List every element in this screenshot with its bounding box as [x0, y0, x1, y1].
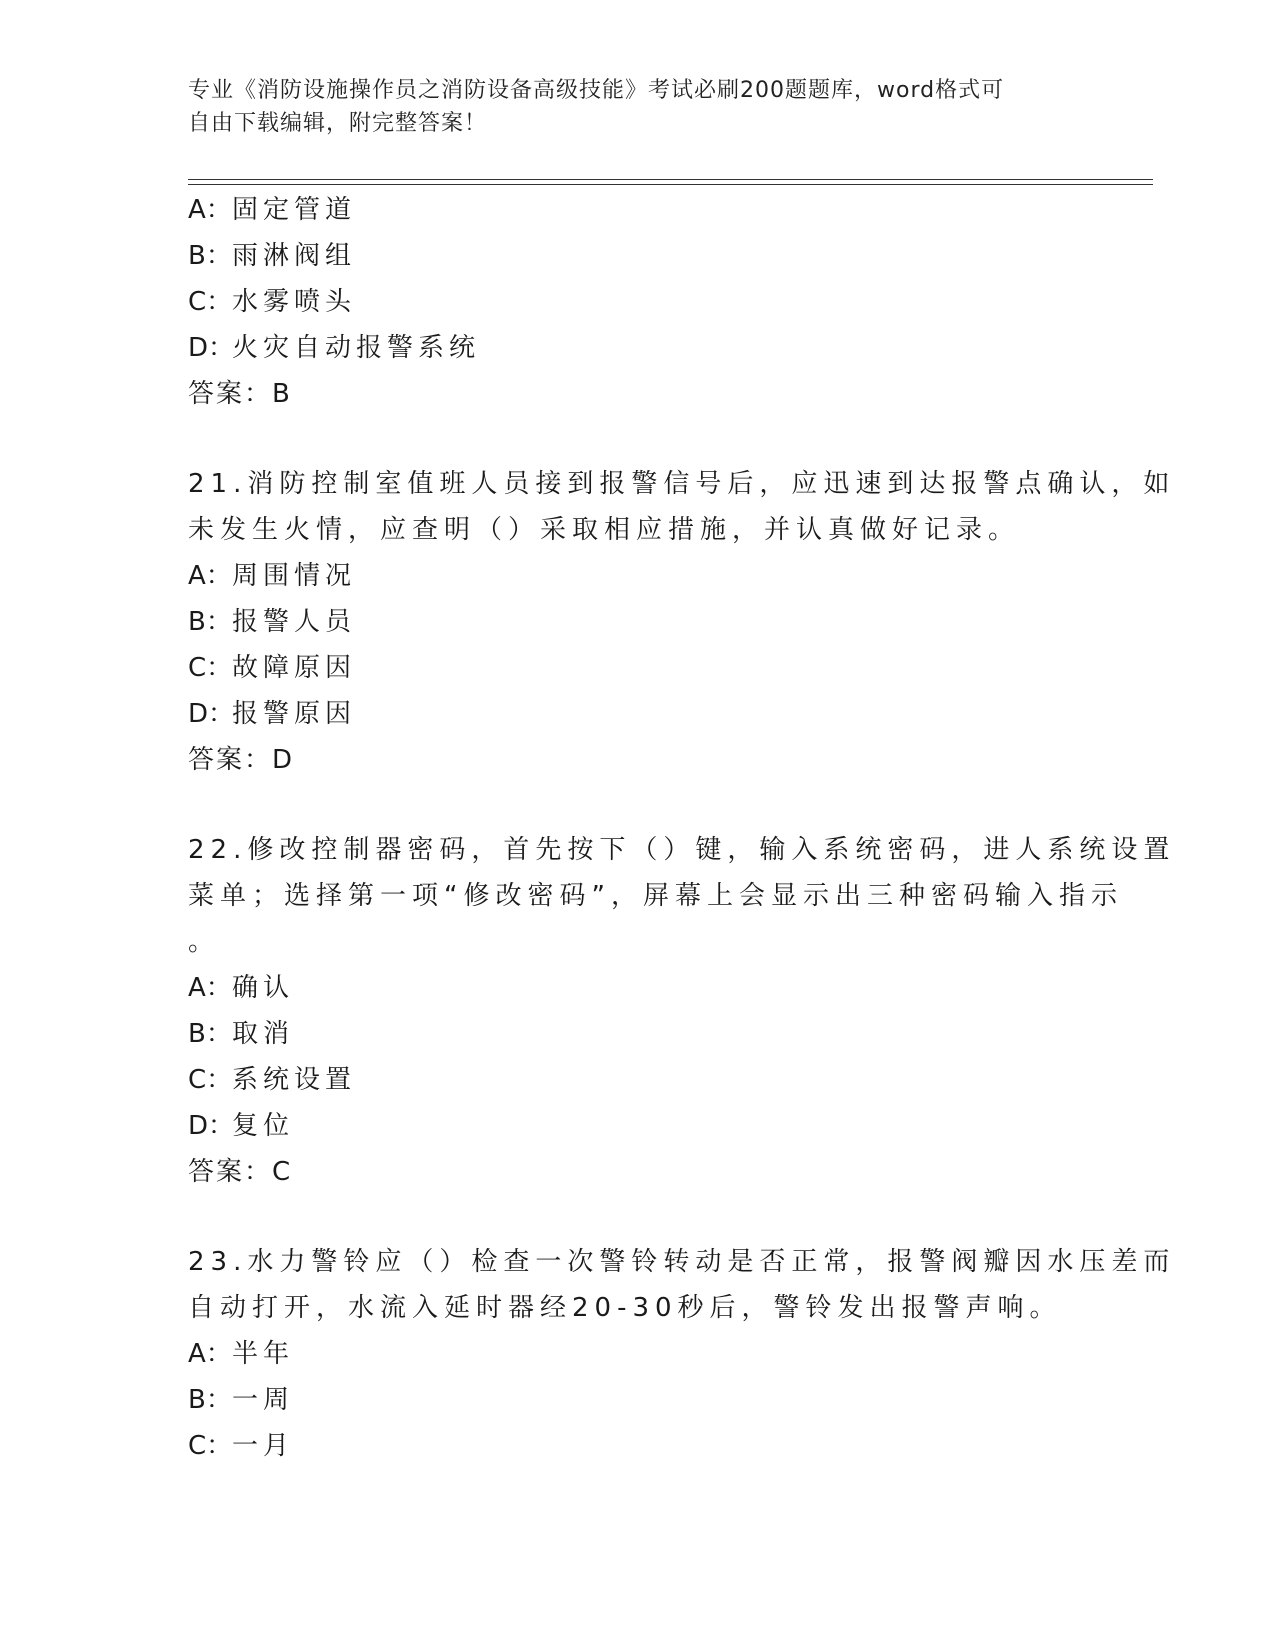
option-c: [188, 279, 1088, 325]
option-key: C：: [188, 653, 233, 683]
option-key: D：: [188, 699, 235, 729]
option-d: [188, 691, 1088, 737]
option-key: C：: [188, 1065, 233, 1095]
option-text: 报警人员: [232, 607, 357, 637]
document-header: [188, 74, 1088, 140]
option-key: B：: [188, 241, 232, 271]
option-key: A：: [188, 195, 232, 225]
option-text: 复位: [232, 1111, 295, 1141]
header-divider-bottom: [188, 184, 1153, 185]
option-a: [188, 553, 1088, 599]
option-c: [188, 1057, 1088, 1103]
option-text: 报警原因: [232, 699, 357, 729]
option-key: A：: [188, 561, 232, 591]
question-list: [188, 187, 1176, 1469]
question-stem-line: 菜单；选择第一项“修改密码”，屏幕上会显示出三种密码输入指示: [188, 881, 1123, 911]
option-text: 确认: [232, 973, 295, 1003]
option-key: A：: [188, 1339, 232, 1369]
option-text: 雨淋阀组: [232, 241, 357, 271]
option-text: 水雾喷头: [232, 287, 357, 317]
option-b: [188, 1011, 1088, 1057]
option-key: C：: [188, 1431, 233, 1461]
option-c: [188, 1423, 1088, 1469]
question-22: [188, 827, 1176, 1195]
answer-line: 答案：B: [188, 379, 292, 409]
question-stem-line: 21.消防控制室值班人员接到报警信号后，应迅速到达报警点确认，如: [188, 469, 1176, 499]
option-text: 一周: [232, 1385, 295, 1415]
header-line-1: 专业《消防设施操作员之消防设备高级技能》考试必刷200题题库，word格式可: [188, 78, 1005, 103]
question-stem-line: 未发生火情，应查明（）采取相应措施，并认真做好记录。: [188, 515, 1021, 545]
option-b: [188, 1377, 1088, 1423]
header-line-2: 自由下载编辑，附完整答案！: [188, 111, 488, 136]
option-key: B：: [188, 607, 232, 637]
option-b: [188, 233, 1088, 279]
option-b: [188, 599, 1088, 645]
question-gap: [188, 1195, 1088, 1239]
option-text: 周围情况: [232, 561, 357, 591]
question-23: [188, 1239, 1176, 1469]
question-stem-line: 。: [188, 927, 221, 957]
option-text: 固定管道: [232, 195, 357, 225]
question-stem-line: 自动打开，水流入延时器经20-30秒后，警铃发出报警声响。: [188, 1293, 1062, 1323]
answer-line: 答案：D: [188, 745, 295, 775]
option-a: [188, 187, 1088, 233]
option-text: 半年: [232, 1339, 295, 1369]
option-a: [188, 965, 1088, 1011]
option-c: [188, 645, 1088, 691]
option-d: [188, 1103, 1088, 1149]
option-text: 一月: [232, 1431, 295, 1461]
option-text: 火灾自动报警系统: [232, 333, 481, 363]
question-stem-line: 22.修改控制器密码，首先按下（）键，输入系统密码，进人系统设置: [188, 835, 1176, 865]
answer-line: 答案：C: [188, 1157, 293, 1187]
header-divider-top: [188, 179, 1153, 180]
option-key: C：: [188, 287, 233, 317]
option-key: A：: [188, 973, 232, 1003]
option-key: D：: [188, 333, 235, 363]
question-stem-line: 23.水力警铃应（）检查一次警铃转动是否正常，报警阀瓣因水压差而: [188, 1247, 1176, 1277]
question-gap: [188, 783, 1088, 827]
option-key: B：: [188, 1385, 232, 1415]
option-key: D：: [188, 1111, 235, 1141]
option-a: [188, 1331, 1088, 1377]
question-gap: [188, 417, 1088, 461]
option-d: [188, 325, 1088, 371]
option-key: B：: [188, 1019, 232, 1049]
question-20: [188, 187, 1088, 417]
option-text: 系统设置: [232, 1065, 357, 1095]
option-text: 故障原因: [232, 653, 357, 683]
option-text: 取消: [232, 1019, 295, 1049]
question-21: [188, 461, 1176, 783]
